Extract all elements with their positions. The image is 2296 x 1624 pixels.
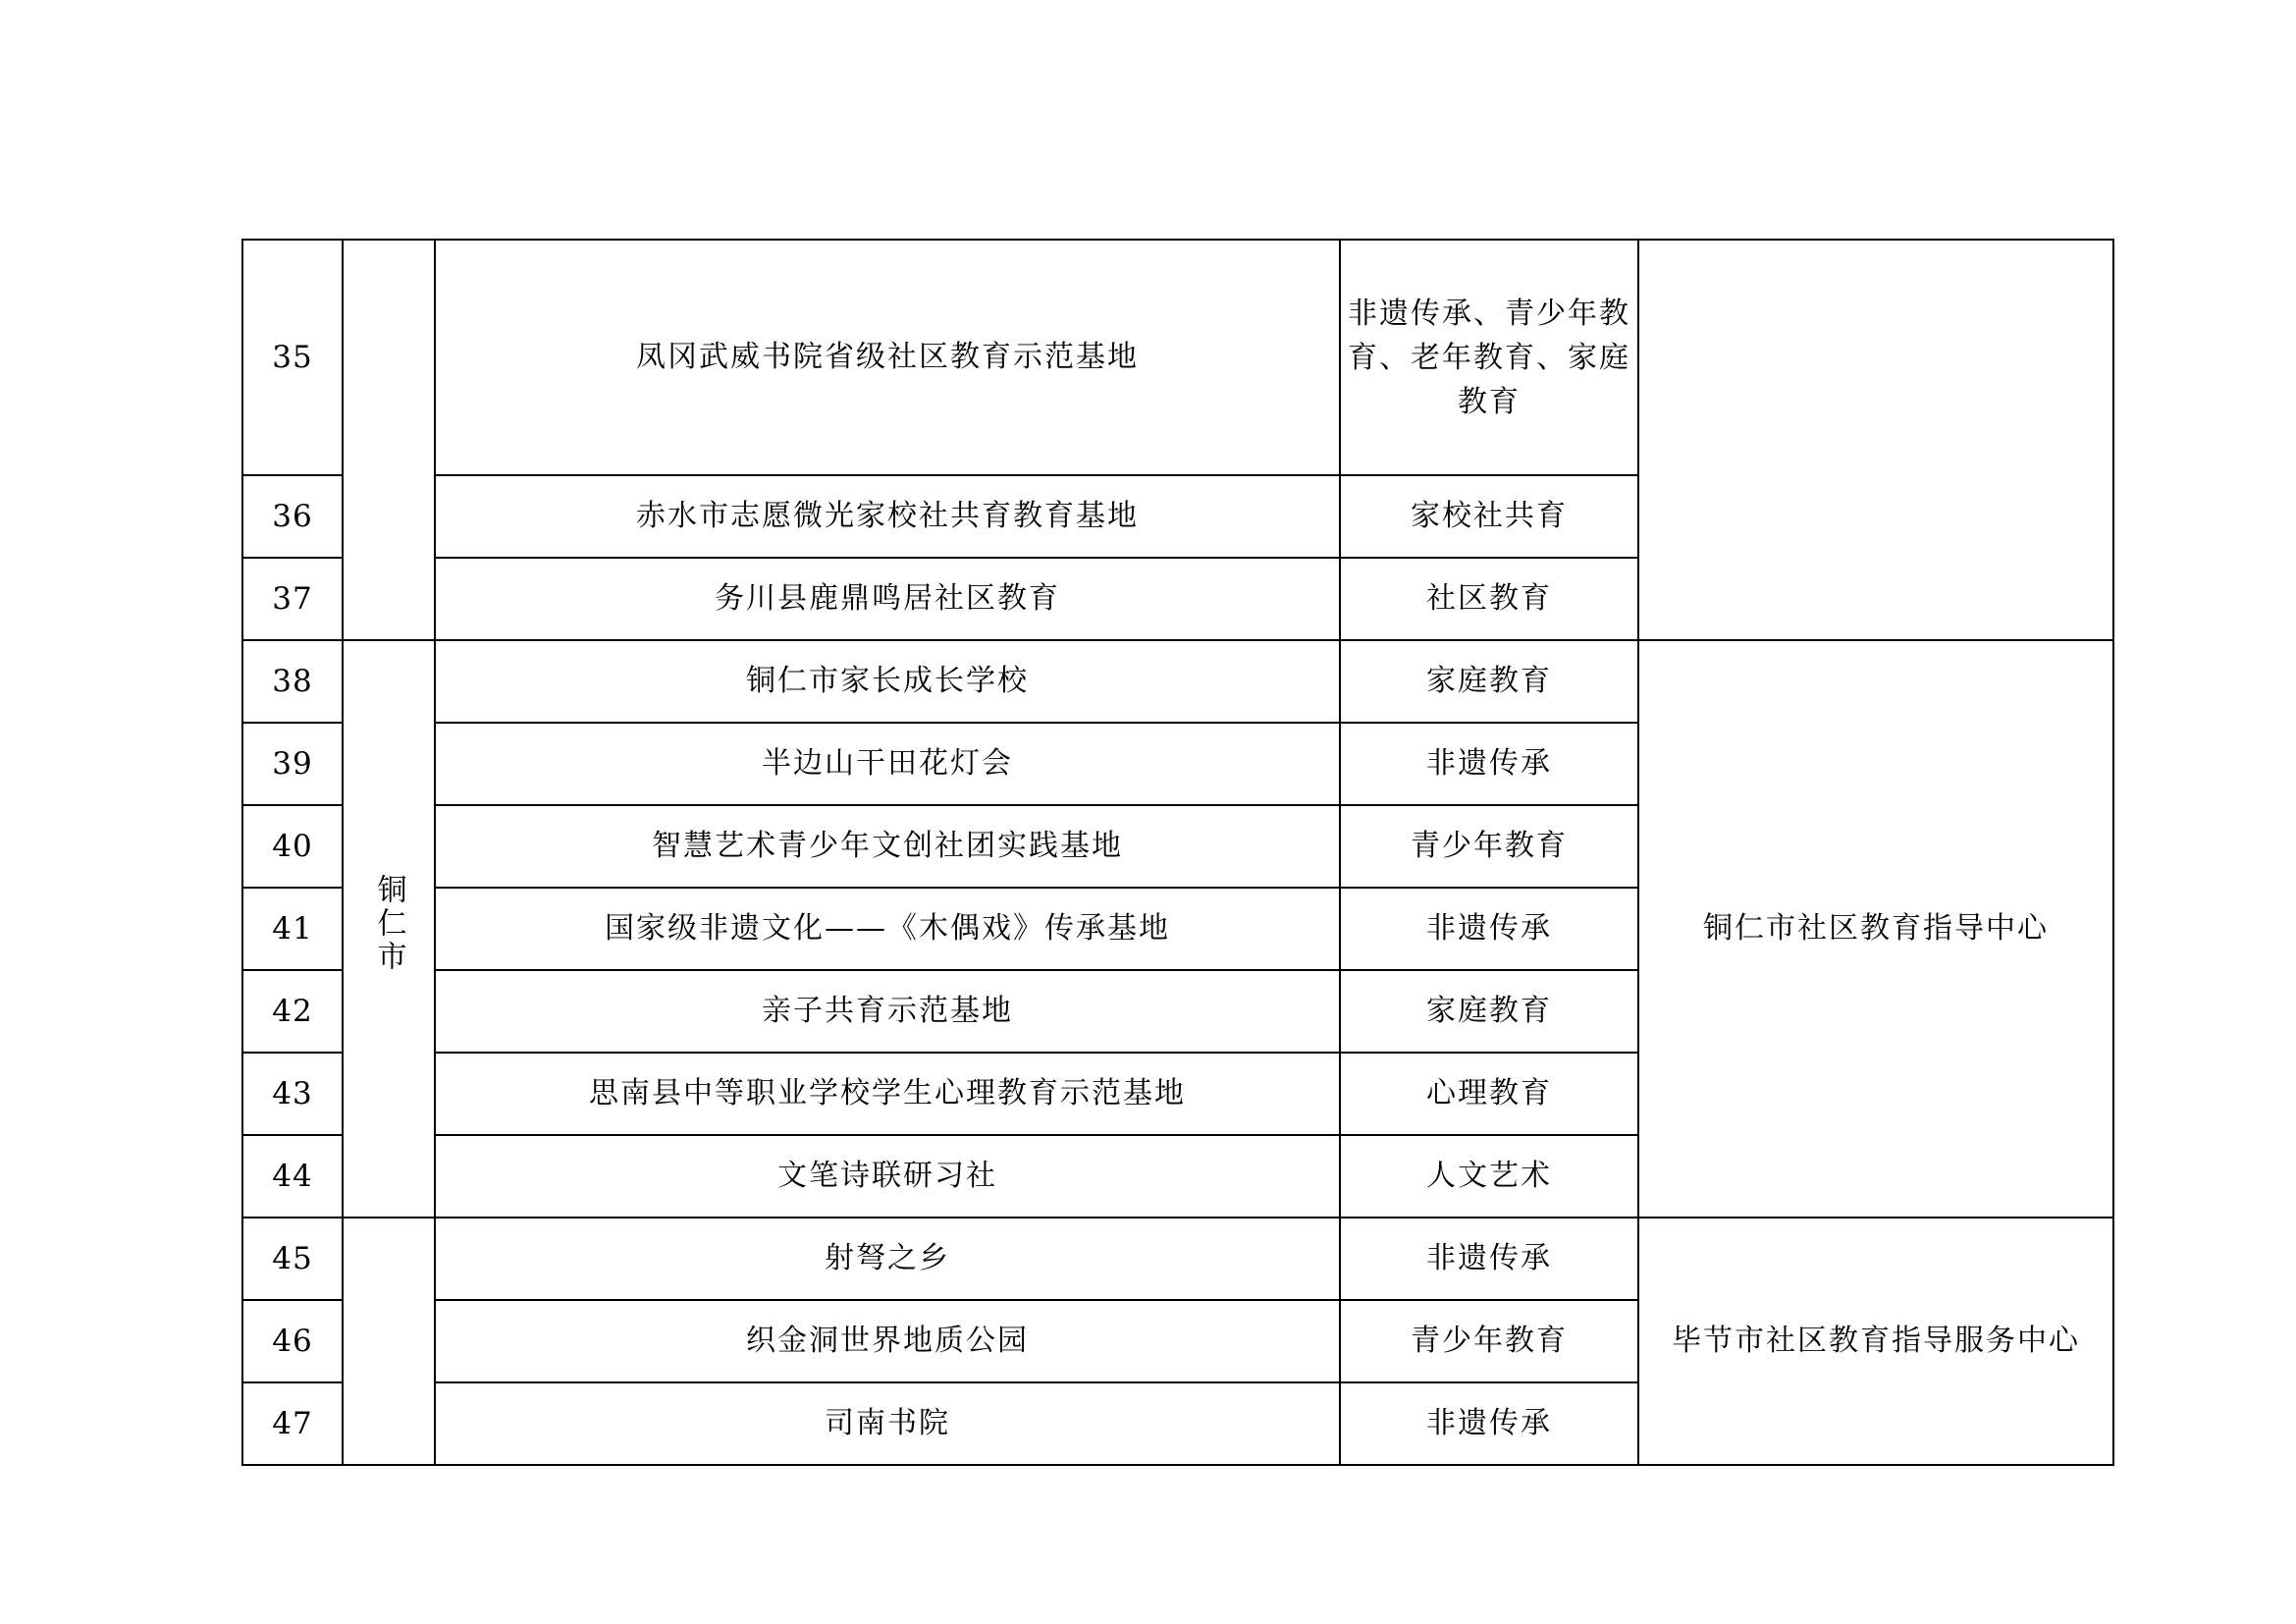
- base-name-cell: 司南书院: [435, 1382, 1340, 1465]
- base-list-table: [241, 239, 2114, 1466]
- base-name-cell: 务川县鹿鼎鸣居社区教育: [435, 558, 1340, 640]
- base-type-cell: 社区教育: [1340, 558, 1638, 640]
- row-number-cell: 42: [242, 970, 343, 1053]
- base-type-cell: 人文艺术: [1340, 1135, 1638, 1218]
- table-row: [242, 1218, 2113, 1300]
- base-type-cell: 青少年教育: [1340, 1300, 1638, 1382]
- row-number-cell: 41: [242, 888, 343, 970]
- row-number-cell: 38: [242, 640, 343, 723]
- base-type-cell: 青少年教育: [1340, 805, 1638, 888]
- base-name-cell: 铜仁市家长成长学校: [435, 640, 1340, 723]
- base-name-cell: 半边山干田花灯会: [435, 723, 1340, 805]
- row-number-cell: 47: [242, 1382, 343, 1465]
- row-number-cell: 39: [242, 723, 343, 805]
- table-row: [242, 640, 2113, 723]
- base-name-cell: 赤水市志愿微光家校社共育教育基地: [435, 475, 1340, 558]
- guidance-org-cell: 铜仁市社区教育指导中心: [1638, 640, 2113, 1218]
- base-name-cell: 思南县中等职业学校学生心理教育示范基地: [435, 1053, 1340, 1135]
- base-type-cell: 心理教育: [1340, 1053, 1638, 1135]
- row-number-cell: 44: [242, 1135, 343, 1218]
- base-type-cell: 家庭教育: [1340, 970, 1638, 1053]
- row-number-cell: 46: [242, 1300, 343, 1382]
- row-number-cell: 40: [242, 805, 343, 888]
- base-name-cell: 国家级非遗文化——《木偶戏》传承基地: [435, 888, 1340, 970]
- table-row: [242, 240, 2113, 475]
- guidance-org-cell: [1638, 240, 2113, 640]
- base-name-cell: 智慧艺术青少年文创社团实践基地: [435, 805, 1340, 888]
- city-cell: [343, 240, 435, 640]
- base-name-cell: 射弩之乡: [435, 1218, 1340, 1300]
- base-type-cell: 非遗传承: [1340, 1218, 1638, 1300]
- city-cell: [343, 1218, 435, 1465]
- guidance-org-cell: 毕节市社区教育指导服务中心: [1638, 1218, 2113, 1465]
- city-cell: [343, 640, 435, 1218]
- row-number-cell: 37: [242, 558, 343, 640]
- base-type-cell: 非遗传承: [1340, 1382, 1638, 1465]
- base-name-cell: 文笔诗联研习社: [435, 1135, 1340, 1218]
- row-number-cell: 35: [242, 240, 343, 475]
- row-number-cell: 36: [242, 475, 343, 558]
- city-label: 铜仁市: [371, 874, 406, 974]
- row-number-cell: 43: [242, 1053, 343, 1135]
- base-name-cell: 织金洞世界地质公园: [435, 1300, 1340, 1382]
- base-type-cell: 非遗传承: [1340, 888, 1638, 970]
- base-type-cell: 家校社共育: [1340, 475, 1638, 558]
- base-type-cell: 非遗传承、青少年教育、老年教育、家庭教育: [1340, 240, 1638, 475]
- base-type-cell: 非遗传承: [1340, 723, 1638, 805]
- row-number-cell: 45: [242, 1218, 343, 1300]
- base-name-cell: 亲子共育示范基地: [435, 970, 1340, 1053]
- base-type-cell: 家庭教育: [1340, 640, 1638, 723]
- base-name-cell: 凤冈武威书院省级社区教育示范基地: [435, 240, 1340, 475]
